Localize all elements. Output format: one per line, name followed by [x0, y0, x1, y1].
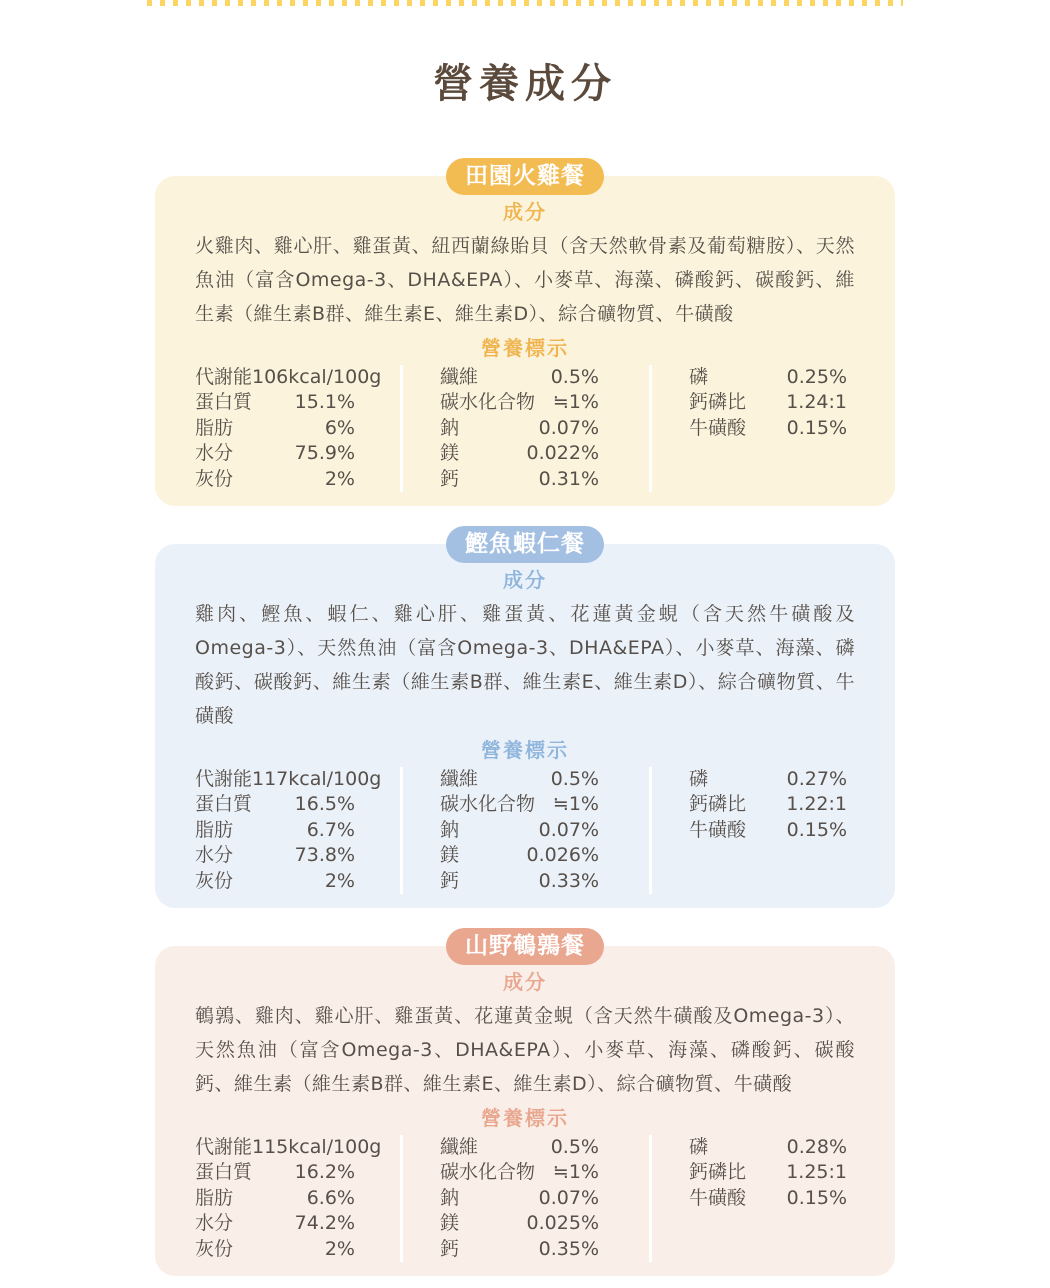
ingredients-text: 火雞肉、雞心肝、雞蛋黃、紐西蘭綠貽貝（含天然軟骨素及葡萄糖胺）、天然魚油（富含Omega-3、DHA&EPA）、小麥草、海藻、磷酸鈣、碳酸鈣、維生素（維生素B群、維生素E、維生素D）、綜合礦物質、牛磺酸: [195, 235, 855, 325]
nutrition-row: [195, 843, 355, 868]
nutrient-name: 纖維: [440, 366, 479, 388]
nutrient-value: 15.1%: [294, 391, 355, 414]
sections-container: [155, 163, 895, 1288]
nutrient-value: 0.25%: [786, 366, 847, 388]
meal-badge: [446, 928, 604, 965]
nutrient-name: 磷: [689, 366, 709, 388]
nutrition-table: [195, 1135, 855, 1262]
nutrition-row: [689, 416, 847, 441]
page-title: 營養成分: [433, 61, 617, 107]
nutrition-column: [400, 767, 652, 894]
nutrient-name: 水分: [195, 844, 234, 867]
nutrient-value: 2%: [324, 869, 355, 892]
nutrient-value: 0.15%: [786, 416, 847, 439]
nutrition-row: [689, 1135, 847, 1160]
nutrition-row: [195, 792, 355, 817]
nutrient-name: 碳水化合物: [440, 1161, 536, 1184]
nutrition-heading: 營養標示: [481, 336, 569, 360]
nutrient-name: 鈉: [440, 818, 460, 841]
nutrient-value: 16.2%: [294, 1161, 355, 1184]
nutrition-table: [195, 365, 855, 492]
nutrition-column: [652, 767, 855, 894]
nutrition-row: [195, 1135, 382, 1160]
nutrient-name: 纖維: [440, 768, 479, 791]
nutrition-column: [195, 1135, 400, 1262]
nutrition-row: [195, 390, 355, 415]
nutrient-name: 牛磺酸: [689, 1186, 747, 1209]
nutrient-value: 0.07%: [538, 1186, 599, 1209]
nutrient-name: 碳水化合物: [440, 793, 536, 816]
nutrient-value: ≒1%: [552, 1161, 599, 1184]
nutrient-name: 鎂: [440, 844, 460, 867]
ingredients-text: 鵪鶉、雞肉、雞心肝、雞蛋黃、花蓮黃金蜆（含天然牛磺酸及Omega-3）、天然魚油（富含Omega-3、DHA&EPA）、小麥草、海藻、磷酸鈣、碳酸鈣、維生素（維生素B群、維生素E、維生素D）、綜合礦物質、牛磺酸: [195, 1005, 855, 1096]
nutrient-name: 鈣: [440, 1237, 460, 1260]
ingredients-heading: 成分: [503, 200, 547, 224]
nutrient-value: 75.9%: [294, 442, 355, 465]
meal-badge: [446, 526, 604, 563]
nutrient-name: 鈣磷比: [689, 1161, 747, 1184]
nutrition-row: [689, 365, 847, 390]
nutrition-column: [652, 1135, 855, 1262]
meal-section: [155, 163, 895, 506]
nutrient-name: 灰份: [195, 869, 234, 892]
nutrition-row: [689, 792, 847, 817]
nutrient-value: 0.5%: [550, 366, 599, 388]
nutrition-heading: 營養標示: [481, 1106, 569, 1131]
nutrient-value: 0.5%: [550, 1136, 599, 1159]
nutrient-value: 0.5%: [550, 768, 599, 791]
nutrition-column: [195, 365, 400, 492]
nutrient-name: 水分: [195, 442, 234, 465]
nutrition-row: [195, 767, 382, 792]
nutrient-name: 鎂: [440, 1212, 460, 1235]
nutrition-row: [440, 1211, 599, 1236]
nutrient-name: 代謝能117kcal/100g: [195, 768, 382, 791]
nutrition-column: [195, 767, 400, 894]
nutrient-value: 0.15%: [786, 818, 847, 841]
nutrition-row: [440, 843, 599, 868]
nutrient-name: 代謝能115kcal/100g: [195, 1136, 382, 1159]
nutrient-value: 0.27%: [786, 768, 847, 791]
nutrient-value: 6%: [324, 416, 355, 439]
nutrition-column: [400, 365, 652, 492]
nutrient-value: 16.5%: [294, 793, 355, 816]
meal-badge: [446, 158, 604, 195]
nutrient-name: 灰份: [195, 467, 234, 490]
nutrition-row: [195, 365, 382, 390]
nutrition-row: [440, 869, 599, 894]
nutrition-row: [195, 818, 355, 843]
nutrient-value: 1.24:1: [786, 391, 847, 414]
nutrient-name: 鈉: [440, 416, 460, 439]
nutrition-row: [440, 1237, 599, 1262]
nutrient-name: 鈉: [440, 1186, 460, 1209]
nutrition-row: [195, 416, 355, 441]
meal-badge-label: 田園火雞餐: [465, 163, 585, 189]
meal-badge-label: 鰹魚蝦仁餐: [465, 531, 585, 558]
meal-section: [155, 933, 895, 1276]
nutrient-name: 脂肪: [195, 818, 234, 841]
nutrient-name: 灰份: [195, 1237, 234, 1260]
nutrition-row: [440, 365, 599, 390]
nutrient-name: 鈣: [440, 467, 460, 490]
nutrition-column: [652, 365, 855, 492]
nutrient-value: 0.35%: [538, 1237, 599, 1260]
nutrition-row: [440, 467, 599, 492]
nutrient-name: 碳水化合物: [440, 391, 536, 414]
nutrient-value: 0.31%: [538, 467, 599, 490]
ingredients-heading: 成分: [503, 970, 547, 995]
nutrition-row: [195, 1160, 355, 1185]
nutrient-name: 蛋白質: [195, 391, 253, 414]
nutrition-row: [689, 1160, 847, 1185]
nutrient-name: 牛磺酸: [689, 818, 747, 841]
nutrient-name: 牛磺酸: [689, 416, 747, 439]
nutrient-value: 6.7%: [306, 818, 355, 841]
nutrition-heading: 營養標示: [481, 738, 569, 763]
nutrition-row: [689, 767, 847, 792]
nutrition-table: [195, 767, 855, 894]
nutrition-row: [440, 767, 599, 792]
nutrient-value: 74.2%: [294, 1212, 355, 1235]
nutrition-row: [440, 792, 599, 817]
meal-badge-label: 山野鵪鶉餐: [465, 933, 585, 960]
ingredients-heading: 成分: [503, 568, 547, 593]
nutrient-name: 脂肪: [195, 1186, 234, 1209]
nutrient-value: 73.8%: [294, 844, 355, 867]
nutrient-value: 0.025%: [526, 1212, 599, 1235]
ingredients-text: 雞肉、鰹魚、蝦仁、雞心肝、雞蛋黃、花蓮黃金蜆（含天然牛磺酸及Omega-3）、天然魚油（富含Omega-3、DHA&EPA）、小麥草、海藻、磷酸鈣、碳酸鈣、維生素（維生素B群、維生素E、維生素D）、綜合礦物質、牛磺酸: [195, 603, 855, 728]
nutrient-value: 1.22:1: [786, 793, 847, 816]
nutrition-row: [440, 416, 599, 441]
nutrition-row: [689, 390, 847, 415]
nutrient-value: 6.6%: [306, 1186, 355, 1209]
nutrient-value: 0.022%: [526, 442, 599, 465]
nutrient-value: ≒1%: [552, 391, 599, 414]
nutrition-row: [440, 390, 599, 415]
nutrition-row: [689, 818, 847, 843]
nutrition-row: [689, 1186, 847, 1211]
nutrition-row: [195, 1186, 355, 1211]
meal-section: [155, 531, 895, 908]
nutrient-value: 2%: [324, 467, 355, 490]
nutrient-name: 纖維: [440, 1136, 479, 1159]
nutrient-name: 鈣磷比: [689, 391, 747, 414]
nutrient-value: 1.25:1: [786, 1161, 847, 1184]
nutrient-name: 蛋白質: [195, 793, 253, 816]
nutrition-row: [195, 1211, 355, 1236]
nutrient-name: 水分: [195, 1212, 234, 1235]
nutrition-row: [195, 869, 355, 894]
nutrient-value: 0.28%: [786, 1136, 847, 1159]
nutrition-row: [440, 818, 599, 843]
dotted-top-border: [147, 0, 903, 6]
nutrient-value: 2%: [324, 1237, 355, 1260]
nutrient-value: 0.15%: [786, 1186, 847, 1209]
nutrition-row: [440, 1186, 599, 1211]
nutrition-row: [440, 1160, 599, 1185]
nutrition-row: [195, 1237, 355, 1262]
nutrient-value: 0.07%: [538, 818, 599, 841]
nutrition-row: [440, 441, 599, 466]
nutrient-name: 脂肪: [195, 416, 234, 439]
nutrient-name: 磷: [689, 1136, 709, 1159]
nutrient-value: 0.33%: [538, 869, 599, 892]
nutrient-value: ≒1%: [552, 793, 599, 816]
nutrition-row: [440, 1135, 599, 1160]
nutrient-name: 鈣磷比: [689, 793, 747, 816]
nutrient-name: 代謝能106kcal/100g: [195, 366, 382, 388]
nutrient-value: 0.026%: [526, 844, 599, 867]
nutrient-name: 鈣: [440, 869, 460, 892]
nutrient-name: 蛋白質: [195, 1161, 253, 1184]
nutrition-row: [195, 467, 355, 492]
nutrition-column: [400, 1135, 652, 1262]
nutrition-row: [195, 441, 355, 466]
nutrient-name: 磷: [689, 768, 709, 791]
nutrient-value: 0.07%: [538, 416, 599, 439]
nutrient-name: 鎂: [440, 442, 460, 465]
